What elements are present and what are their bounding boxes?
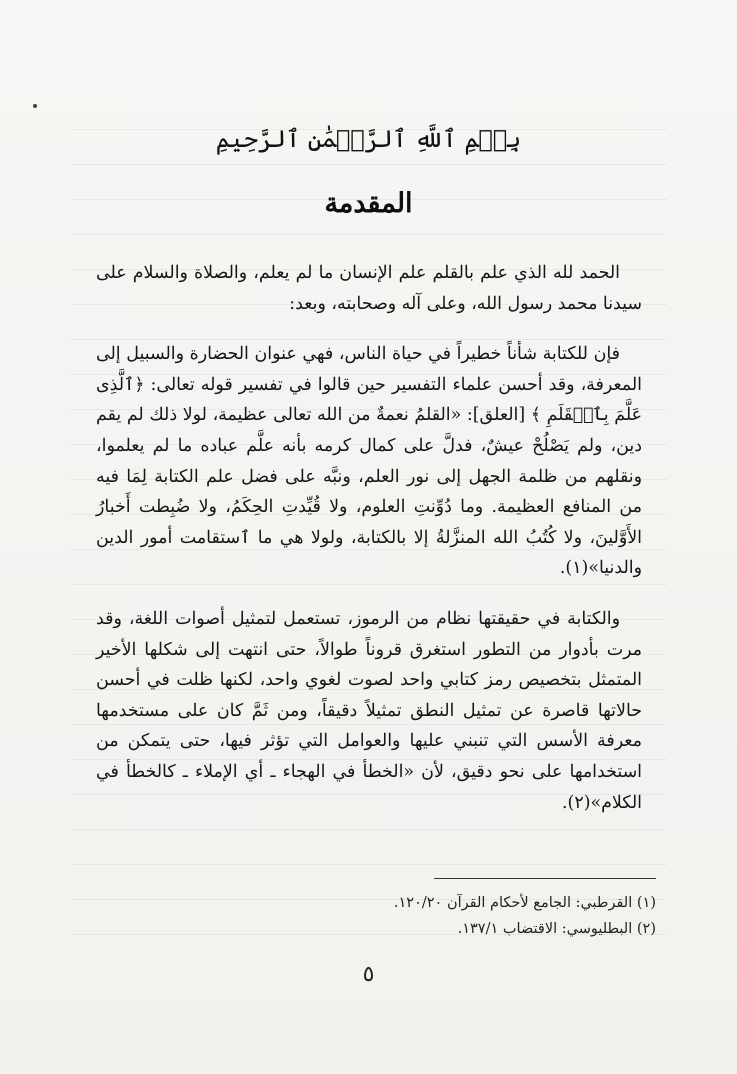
paragraph-2: فإن للكتابة شأناً خطيراً في حياة الناس، فهي عنوان الحضارة والسبيل إلى المعرفة، وقد أحسن علماء التفسير حين قالوا في تفسير قوله تعالى: ﴿ٱلَّذِى عَلَّمَ بِٱلۡقَلَمِ ﴾ [العلق]: «القلمُ نعمةٌ من الله تعالى عظيمة، لولا ذلك لم يقم دين، ولم يَصْلُحْ عيشٌ، فدلَّ على كمال كرمه بأنه علَّم عباده ما لم يعلموا، ونقلهم من ظلمة الجهل إلى نور العلم، ونبَّه على فضل علم الكتابة لِمَا فيه من المنافع العظيمة. وما دُوِّنتِ العلوم، ولا قُيِّدتِ الحِكَمُ، ولا ضُبِطت أَخبارُ الأَوَّلينَ، ولا كُتُبُ الله المنزَّلةُ إلا بالكتابة، ولولا هي ما ٱستقامت أمور الدين والدنيا»(١). [96, 344, 642, 579]
page-title: المقدمة [324, 188, 413, 219]
main-text [96, 258, 642, 818]
footnote-1: (١) القرطبي: الجامع لأحكام القرآن ١٢٠/٢٠. [393, 895, 656, 911]
basmala-heading: بِسۡمِ ٱللَّهِ ٱلرَّحۡمَٰنِ ٱلرَّحِيمِ [215, 125, 522, 153]
paragraph-3: والكتابة في حقيقتها نظام من الرموز، تستعمل لتمثيل أصوات اللغة، وقد مرت بأدوار من التطور استغرق قروناً طوالاً، حتى انتهت إلى شكلها الأخير المتمثل بتخصيص رمز كتابي واحد لصوت لغوي واحد، لكنها ظلت في أحسن حالاتها قاصرة عن تمثيل النطق تمثيلاً دقيقاً، ومن ثَمَّ كان على مستخدمها معرفة الأسس التي تنبني عليها والعوامل التي تؤثر فيها، حتى يتمكن من استخدامها على نحو دقيق، لأن «الخطأ في الهجاء ـ أي الإملاء ـ كالخطأ في الكلام»(٢). [96, 608, 642, 813]
footnotes [96, 890, 656, 942]
footnote-divider [434, 878, 656, 879]
footnote-2: (٢) البطليوسي: الاقتضاب ١٣٧/١. [457, 921, 656, 937]
ink-speck [33, 104, 37, 108]
paragraph-1: الحمد لله الذي علم بالقلم علم الإنسان ما لم يعلم، والصلاة والسلام على سيدنا محمد رسول الله، وعلى آله وصحابته، وبعد: [96, 263, 642, 314]
page-number: ٥ [362, 962, 375, 987]
